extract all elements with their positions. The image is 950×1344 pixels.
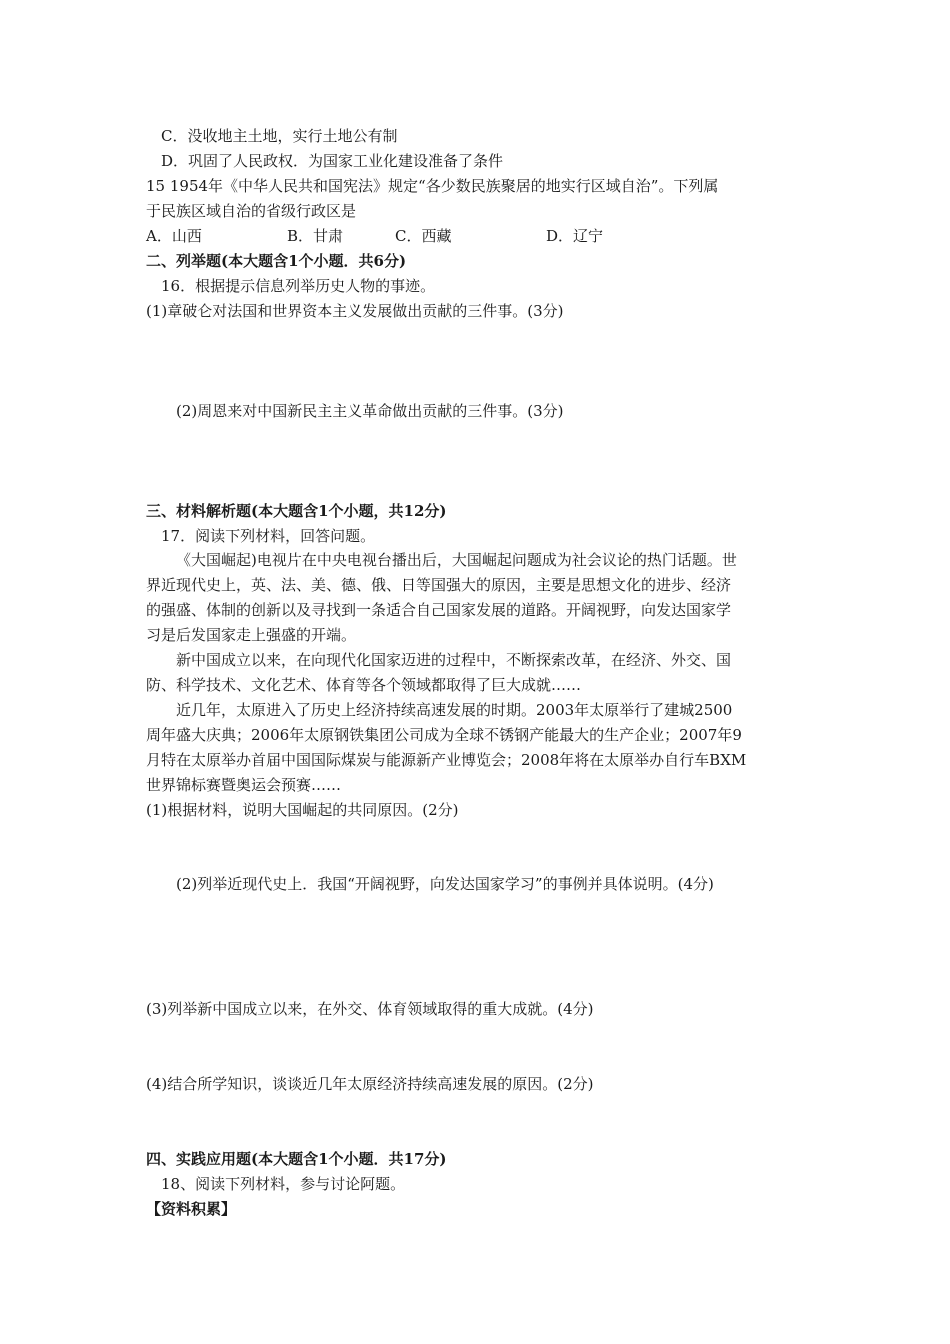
material-para1-line: 《大国崛起)电视片在中央电视台播出后，大国崛起问题成为社会议论的热门话题。世 [176, 551, 737, 569]
material-para3-line: 月特在太原举办首届中国国际煤炭与能源新产业博览会；2008年将在太原举办自行车BXM [146, 751, 747, 769]
material-para1-line: 界近现代史上，英、法、美、德、俄、日等国强大的原因，主要是思想文化的进步、经济 [146, 576, 732, 594]
material-para3-line: 近几年，太原进入了历史上经济持续高速发展的时期。2003年太原举行了建城2500 [176, 701, 733, 719]
q15-stem-line1: 15 1954年《中华人民共和国宪法》规定“各少数民族聚居的地实行区域自治”。下列属 [146, 177, 719, 195]
q15-option-c: C．西藏 [395, 227, 452, 245]
q14-option-c: C．没收地主土地，实行土地公有制 [161, 127, 398, 145]
material-para2-line: 防、科学技术、文化艺术、体育等各个领域都取得了巨大成就…… [146, 676, 582, 694]
q17-part3: (3)列举新中国成立以来，在外交、体育领域取得的重大成就。(4分) [146, 1000, 594, 1018]
section4-title: 四、实践应用题(本大题含1个小题．共17分) [146, 1150, 447, 1168]
section2-title: 二、列举题(本大题含1个小题．共6分) [146, 252, 407, 270]
q15-option-b: B．甘肃 [287, 227, 344, 245]
material-para2-line: 新中国成立以来，在向现代化国家迈进的过程中，不断探索改革，在经济、外交、国 [176, 651, 732, 669]
material-para3-line: 周年盛大庆典；2006年太原钢铁集团公司成为全球不锈钢产能最大的生产企业；2007年9 [146, 726, 742, 744]
material-para1-line: 习是后发国家走上强盛的开端。 [146, 626, 357, 644]
material-para1-line: 的强盛、体制的创新以及寻找到一条适合自己国家发展的道路。开阔视野，向发达国家学 [146, 601, 732, 619]
q16-part2: (2)周恩来对中国新民主主义革命做出贡献的三件事。(3分) [176, 402, 564, 420]
q17-part4: (4)结合所学知识，谈谈近几年太原经济持续高速发展的原因。(2分) [146, 1075, 594, 1093]
q14-option-d: D．巩固了人民政权．为国家工业化建设准备了条件 [161, 152, 504, 170]
q17-stem: 17．阅读下列材料，回答问题。 [161, 527, 376, 545]
q17-part1: (1)根据材料，说明大国崛起的共同原因。(2分) [146, 801, 459, 819]
section3-title: 三、材料解析题(本大题含1个小题，共12分) [146, 502, 447, 520]
q15-option-d: D．辽宁 [546, 227, 604, 245]
q18-stem: 18、阅读下列材料，参与讨论阿题。 [161, 1175, 406, 1193]
resource-heading: 【资料积累】 [146, 1200, 237, 1218]
q16-part1: (1)章破仑对法国和世界资本主义发展做出贡献的三件事。(3分) [146, 302, 564, 320]
q15-stem-line2: 于民族区域自治的省级行政区是 [146, 202, 357, 220]
q15-option-a: A．山西 [146, 227, 202, 245]
q16-stem: 16．根据提示信息列举历史人物的事迹。 [161, 277, 436, 295]
q17-part2: (2)列举近现代史上．我国“开阔视野，向发达国家学习”的事例并具体说明。(4分) [176, 875, 714, 893]
material-para3-line: 世界锦标赛暨奥运会预赛…… [146, 776, 342, 794]
